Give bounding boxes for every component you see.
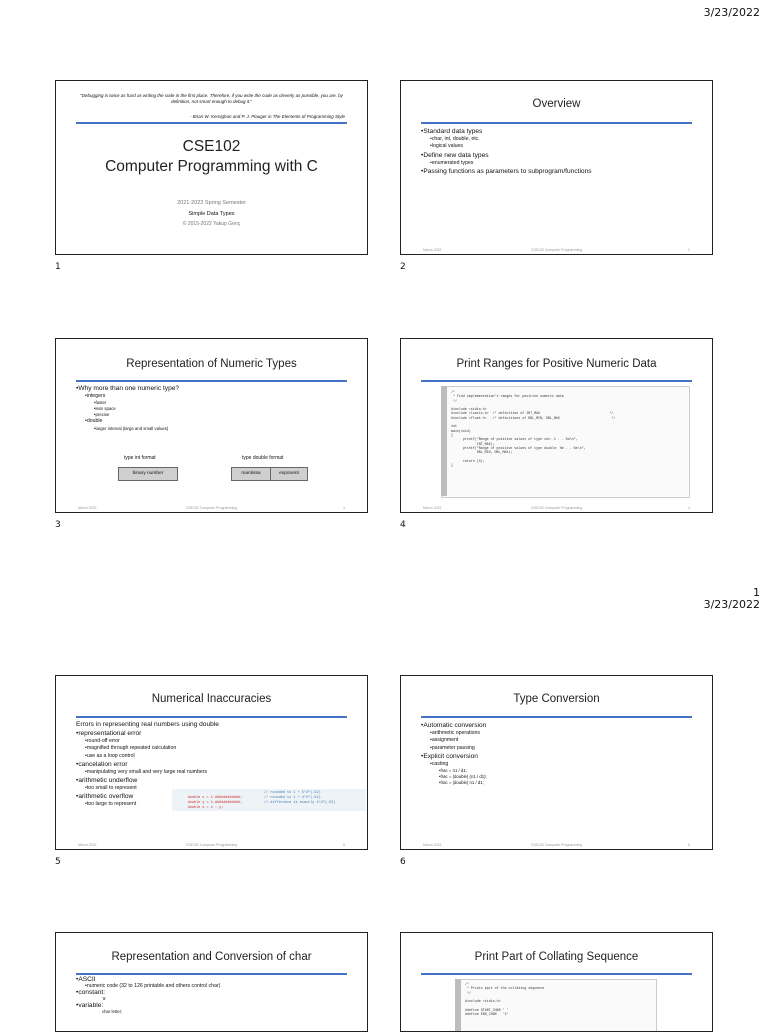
header-date-2: 3/23/2022: [703, 598, 760, 611]
footer-page: 2: [688, 248, 690, 252]
sub-bullet: • char, int, double, etc.: [421, 136, 698, 143]
slide-title: Print Part of Collating Sequence: [474, 951, 639, 963]
footer-date: March 2022: [423, 843, 442, 847]
course-title: Computer Programming with C: [105, 158, 318, 175]
slide-number: 1: [55, 262, 61, 272]
lead-text: Errors in representing real numbers using double: [76, 721, 219, 728]
footer-page: 6: [688, 843, 690, 847]
footer-course: CSE102 Computer Programming: [185, 843, 238, 847]
title-rule: [76, 973, 347, 975]
slide-quote: "Debugging is twice as hard as writing the code in the first place. Therefore, if you write the code as cleverly as possible, you are, by definition, not smart enough to debug it.": [80, 93, 343, 104]
copyright: © 2015-2022 Yakup Genç: [182, 221, 241, 227]
slide-subtitle: Simple Data Types: [188, 211, 235, 217]
footer-page: 5: [343, 843, 345, 847]
footer-date: March 2022: [423, 248, 442, 252]
sub-sub-bullet: • frac = n1 / d1;: [421, 768, 698, 774]
footer-course: CSE102 Computer Programming: [185, 506, 238, 510]
sub-bullet: • assignment: [421, 737, 698, 744]
sub-bullet: • integers: [76, 393, 353, 400]
sub-bullet: • manipulating very small and very large real numbers: [76, 769, 353, 776]
bullet: • Passing functions as parameters to subprogram/functions: [421, 167, 698, 176]
code-listing: /* * Prints part of the collating sequence */ #include <stdio.h> #define START_CHAR ' ' #define END_CHAR 'Z': [465, 982, 545, 1017]
title-rule: [76, 122, 347, 124]
value-text: char letter;: [102, 1009, 123, 1014]
binary-number-box: binary number: [118, 467, 178, 481]
title-rule: [421, 973, 692, 975]
slide-4[interactable]: [400, 338, 713, 513]
sub-sub-bullet: • frac = (double) (n1 / d1);: [421, 774, 698, 780]
slide-title: Representation and Conversion of char: [111, 951, 312, 963]
page-number: 1: [753, 586, 760, 599]
sub-bullet: • parameter passing: [421, 745, 698, 752]
mantissa-box: mantissa: [231, 467, 271, 481]
slide-title: Representation of Numeric Types: [126, 358, 297, 370]
sub-bullet: • use as a loop control: [76, 753, 353, 760]
bullet: • Why more than one numeric type?: [76, 384, 353, 393]
sub-bullet: • round-off error: [76, 738, 353, 745]
sub-sub-bullet: • frac = (double) n1 / d1;: [421, 780, 698, 786]
slide-body: [421, 721, 698, 786]
slide-number: 2: [400, 262, 406, 272]
bullet: • representational error: [76, 729, 353, 738]
sub-sub-bullet: • larger interval (large and small values): [76, 426, 353, 432]
line-number-gutter: [455, 979, 461, 1032]
sub-bullet: • too small to represent: [76, 785, 353, 792]
slide-number: 3: [55, 520, 61, 530]
slide-5[interactable]: [55, 675, 368, 850]
footer-page: 4: [688, 506, 690, 510]
header-date: 3/23/2022: [703, 6, 760, 19]
slide-3[interactable]: [55, 338, 368, 513]
slide-number: 5: [55, 857, 61, 867]
bullet: • Standard data types: [421, 127, 698, 136]
bullet: • constant:: [76, 989, 353, 996]
bullet: • Explicit conversion: [421, 752, 698, 761]
sub-sub-bullet: • faster: [76, 400, 353, 406]
code-text: double x = 1.############;: [187, 796, 243, 800]
code-text: double y = 1.############;: [187, 801, 243, 805]
bullet: • arithmetic underflow: [76, 776, 353, 785]
footer-date: March 2022: [78, 843, 97, 847]
course-code: CSE102: [182, 138, 241, 155]
code-comment: // rounded to 1 + 5*2^(-52): [264, 791, 321, 795]
bullet: • Automatic conversion: [421, 721, 698, 730]
sub-bullet: • magnified through repeated calculation: [76, 745, 353, 752]
slide-title: Type Conversion: [513, 693, 600, 705]
semester: 2021-2022 Spring Semester: [177, 200, 246, 206]
int-format-caption: type int format: [124, 455, 156, 461]
bullet: • arithmetic overflow: [76, 792, 353, 801]
slide-7[interactable]: [55, 932, 368, 1032]
slide-body: [76, 976, 353, 1015]
code-line: [175, 801, 223, 816]
slide-quote-attribution: - Brian W. Kernighan and P. J. Plauger in The Elements of Programming Style: [189, 114, 345, 119]
slide-title: Overview: [532, 98, 581, 110]
sub-bullet: • arithmetic operations: [421, 730, 698, 737]
bullet: • variable:: [76, 1002, 353, 1009]
sub-bullet: • numeric code (32 to 126 printable and others control char): [76, 983, 353, 989]
slide-title: Numerical Inaccuracies: [151, 693, 272, 705]
value-text: 'a': [102, 996, 107, 1001]
sub-bullet: • enumerated types: [421, 160, 698, 167]
code-comment: // rounded to 1 + 4*2^(-52): [264, 796, 321, 800]
slide-number: 6: [400, 857, 406, 867]
footer-date: March 2022: [78, 506, 97, 510]
slide-body: [421, 127, 698, 176]
title-rule: [421, 122, 692, 124]
code-comment: // difference is exactly 4*2^(-52): [264, 801, 336, 805]
title-rule: [76, 716, 347, 718]
sub-bullet: • double: [76, 418, 353, 425]
sub-sub-bullet: • precise: [76, 412, 353, 418]
footer-course: CSE102 Computer Programming: [530, 248, 583, 252]
title-rule: [76, 380, 347, 382]
slide-1[interactable]: [55, 80, 368, 255]
slide-6[interactable]: [400, 675, 713, 850]
footer-course: CSE102 Computer Programming: [530, 843, 583, 847]
line-number-gutter: [441, 386, 447, 496]
bullet: • cancelation error: [76, 760, 353, 769]
slide-number: 4: [400, 520, 406, 530]
sub-bullet: • casting: [421, 761, 698, 768]
sub-sub-bullet: • less space: [76, 406, 353, 412]
slide-body: [76, 384, 353, 432]
double-format-caption: type double format: [242, 455, 284, 461]
slide-8[interactable]: [400, 932, 713, 1032]
slide-title: Print Ranges for Positive Numeric Data: [456, 358, 657, 370]
footer-course: CSE102 Computer Programming: [530, 506, 583, 510]
footer-date: March 2022: [423, 506, 442, 510]
footer-page: 3: [343, 506, 345, 510]
title-rule: [421, 716, 692, 718]
exponent-box: exponent: [270, 467, 308, 481]
bullet: • ASCII: [76, 976, 353, 983]
code-listing: /* * Find implementation's ranges for positive numeric data */ #include <stdio.h> #include <limits.h> /* definition of INT_MAX */ #include <float.h> /* definitions of DBL_MIN, DBL_MAX */ int main(void) { printf("Range of positive values of type int: 1 . . %d\n", INT_MAX); printf("Range of positive values of type double: %e . . %e\n", DBL_MIN, DBL_MAX); return (0); }: [451, 390, 616, 468]
code-snippet: [172, 789, 366, 811]
slide-2[interactable]: [400, 80, 713, 255]
code-text: double z = x - y;: [187, 806, 224, 810]
bullet: • Define new data types: [421, 151, 698, 160]
title-rule: [421, 380, 692, 382]
sub-bullet: • logical values: [421, 143, 698, 150]
sub-bullet: • too large to represent: [76, 801, 353, 808]
